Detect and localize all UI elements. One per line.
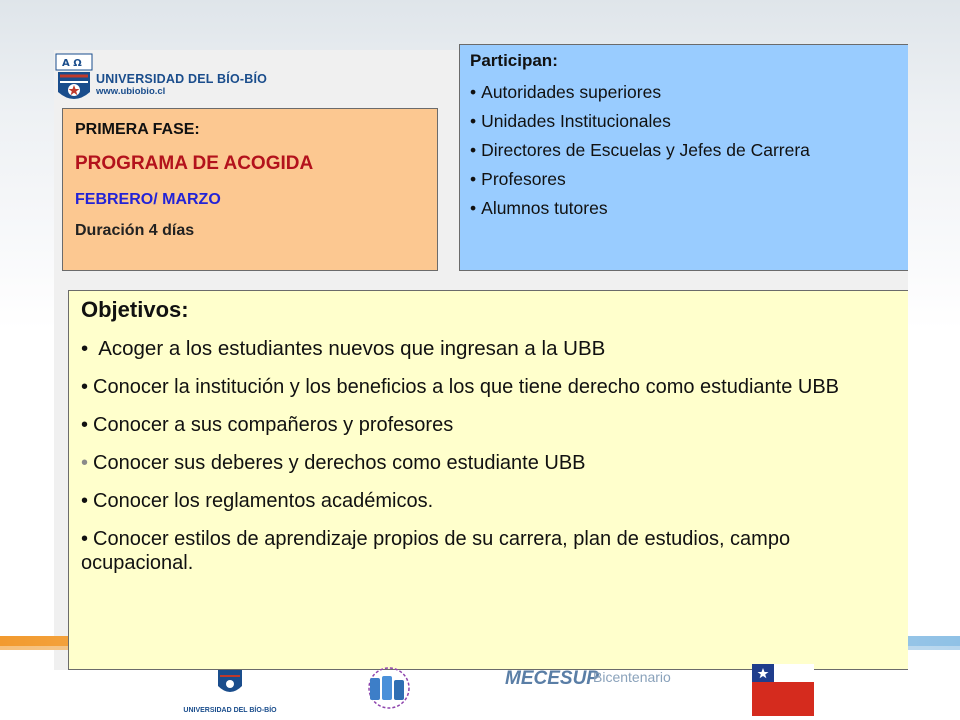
- footer-ubb-logo-icon: [183, 668, 277, 720]
- program-title: PROGRAMA DE ACOGIDA: [75, 153, 314, 174]
- objective-item: • Conocer la institución y los beneficios a los que tiene derecho como estudiante UBB: [81, 376, 840, 398]
- svg-text:A Ω: A Ω: [62, 58, 82, 69]
- participants-box: [459, 44, 908, 271]
- logo-url: www.ubiobio.cl: [96, 86, 166, 97]
- participant-item: • Directores de Escuelas y Jefes de Carrera: [470, 140, 810, 160]
- footer-mecesup-label: MECESUP: [505, 668, 599, 689]
- participant-item: • Profesores: [470, 169, 566, 189]
- program-months: FEBRERO/ MARZO: [75, 191, 221, 208]
- participant-item: • Alumnos tutores: [470, 198, 608, 218]
- objective-item: • Conocer los reglamentos académicos.: [81, 490, 434, 512]
- participant-item: • Unidades Institucionales: [470, 111, 671, 131]
- objective-item: • Conocer estilos de aprendizaje propios de su carrera, plan de estudios, campo ocupacional.: [81, 528, 791, 574]
- participant-item: • Autoridades superiores: [470, 82, 662, 102]
- participants-heading: Participan:: [470, 51, 558, 70]
- footer-mecesup-logo-icon: [505, 664, 685, 692]
- objective-item: • Acoger a los estudiantes nuevos que ingresan a la UBB: [81, 337, 606, 360]
- objectives-heading: Objetivos:: [81, 297, 189, 322]
- objective-item: • Conocer sus deberes y derechos como estudiante UBB: [81, 452, 586, 474]
- phase-label: PRIMERA FASE:: [75, 121, 200, 138]
- objectives-list: [81, 337, 898, 575]
- footer-bicentenario-label: Bicentenario: [593, 669, 671, 685]
- logo-university-name: UNIVERSIDAD DEL BÍO-BÍO: [96, 72, 268, 86]
- footer-program-logo-icon: [356, 666, 422, 718]
- first-phase-box: [62, 108, 438, 271]
- participants-list: [470, 83, 898, 217]
- footer-government-logo-icon: [752, 664, 814, 716]
- program-duration: Duración 4 días: [75, 222, 195, 239]
- objective-item: • Conocer a sus compañeros y profesores: [81, 414, 454, 436]
- footer-ubb-label: UNIVERSIDAD DEL BÍO-BÍO: [183, 707, 277, 714]
- objectives-box: [68, 290, 908, 670]
